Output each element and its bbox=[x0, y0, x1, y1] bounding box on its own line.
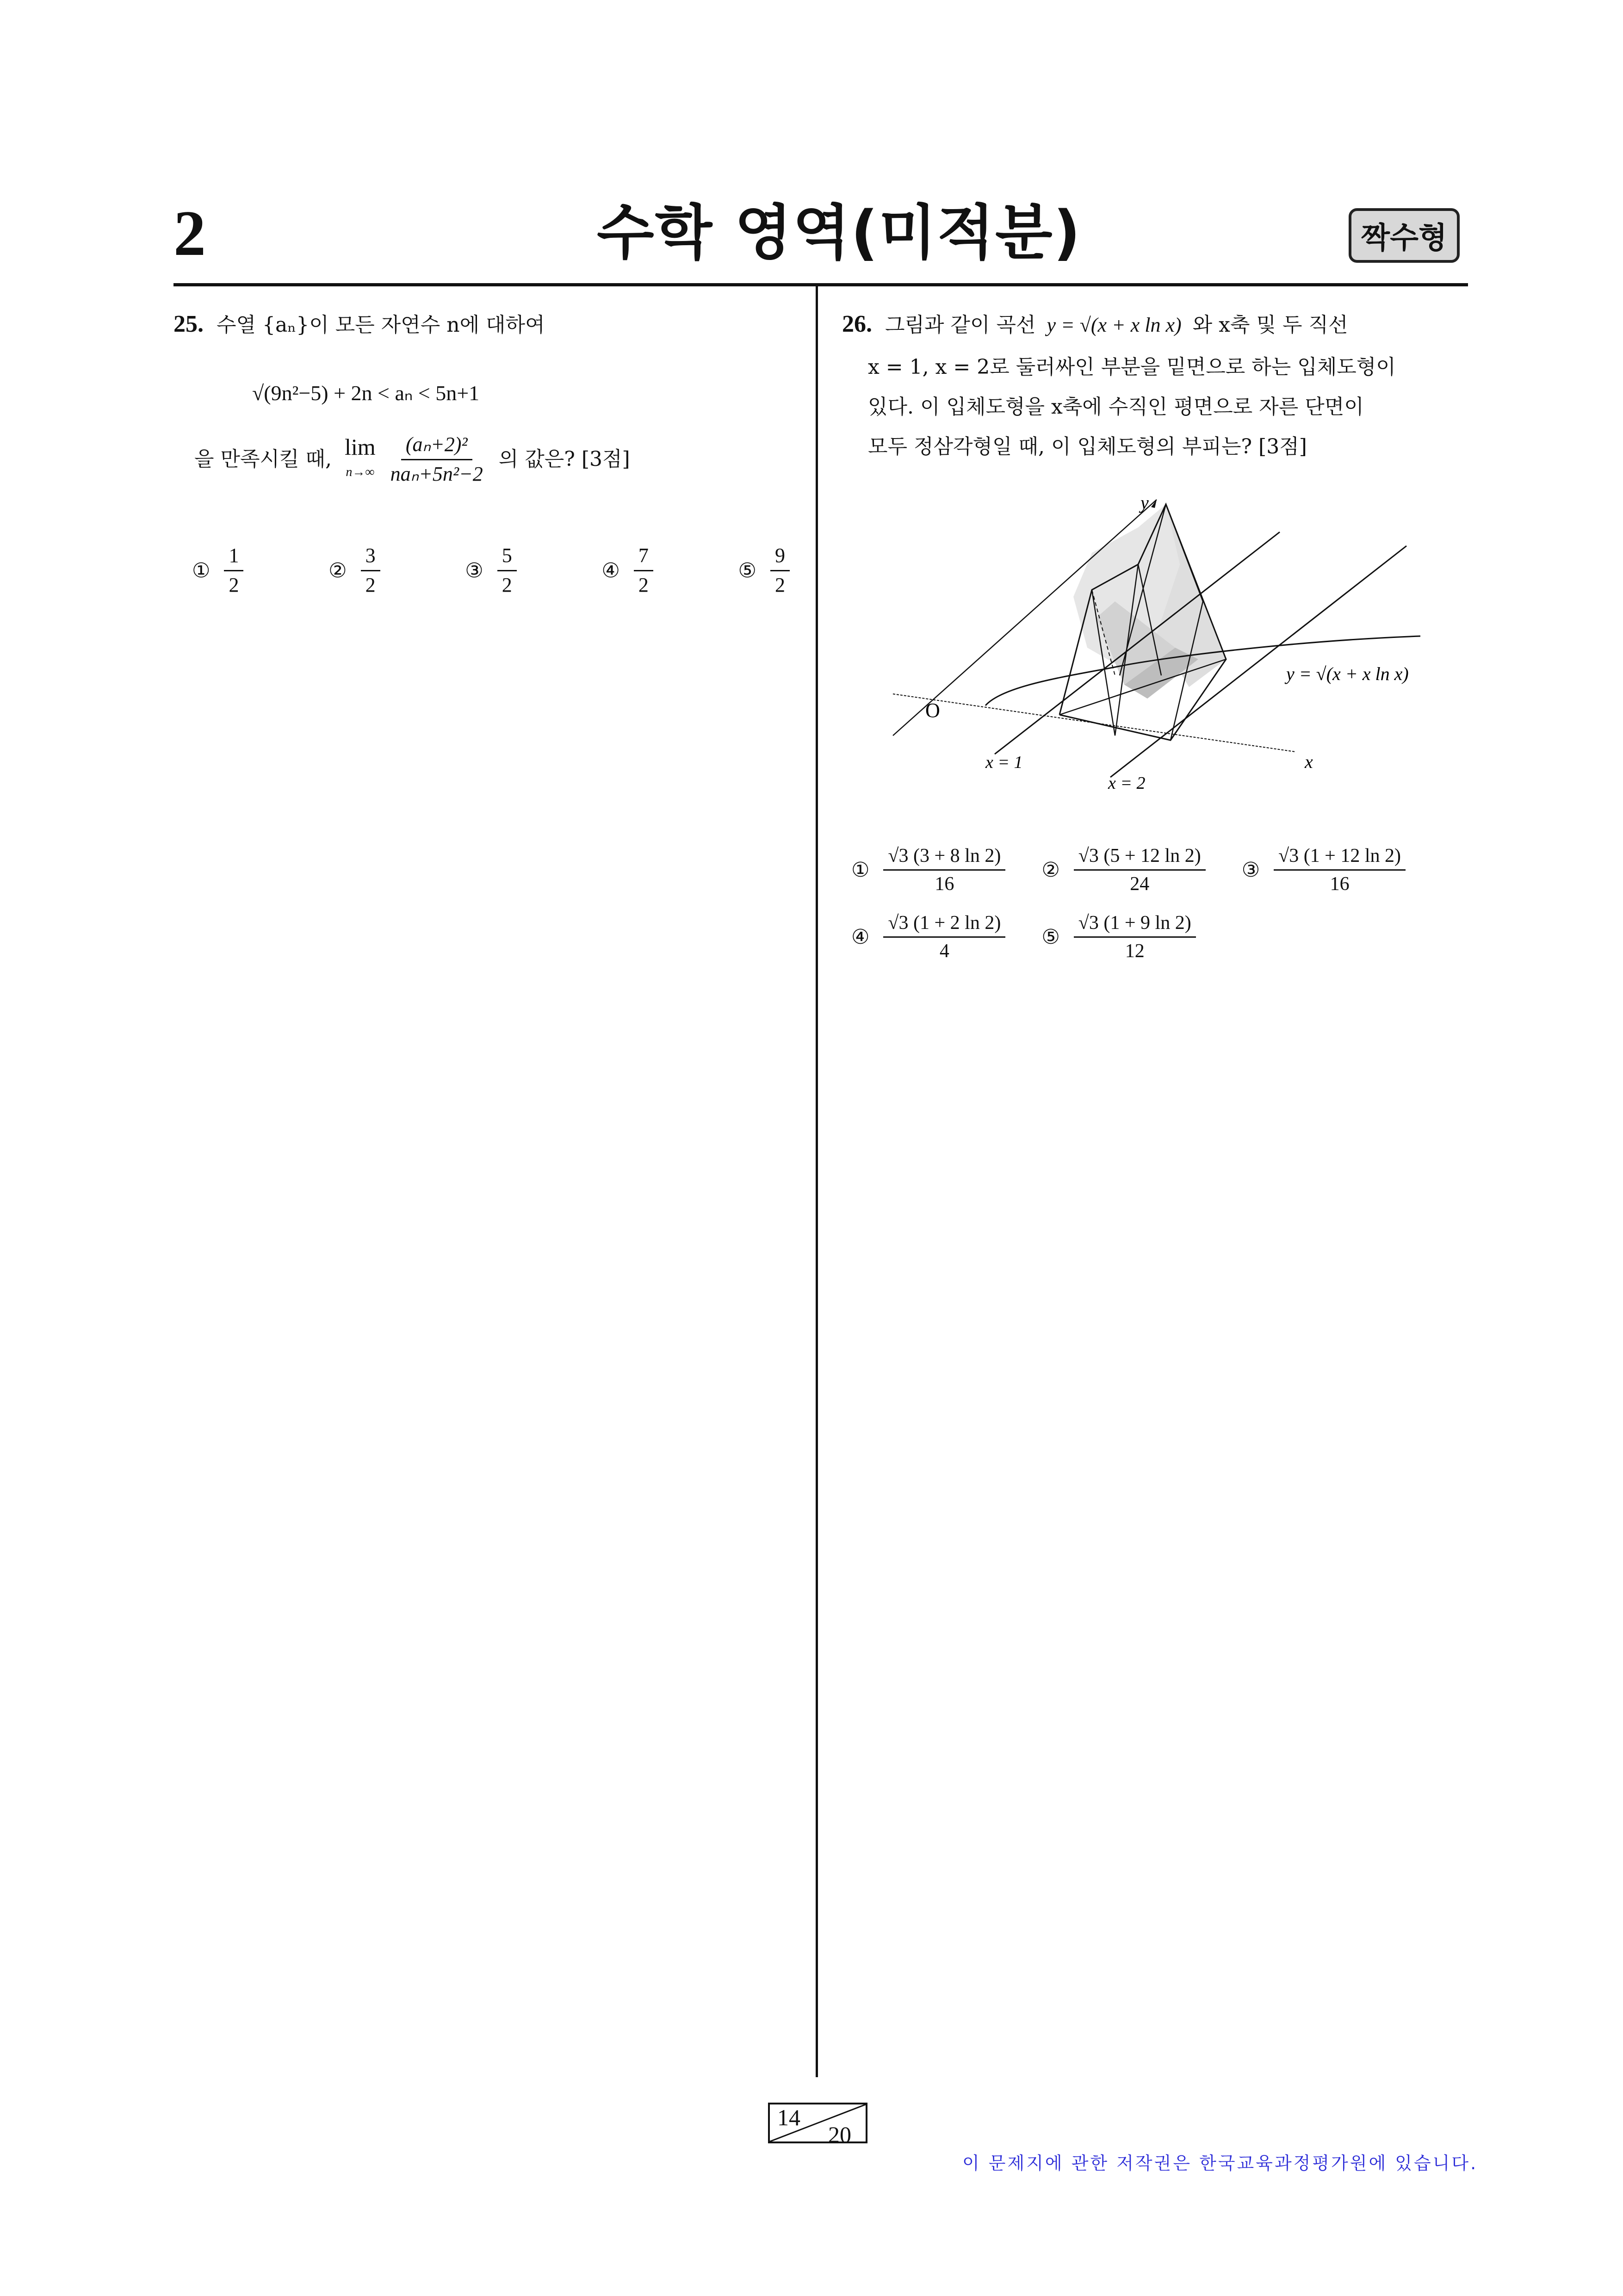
q26-choices-row-1 bbox=[851, 844, 1409, 896]
q26-choice-4[interactable] bbox=[851, 911, 1009, 963]
label-x1: x = 1 bbox=[985, 753, 1023, 772]
choice-num: 3 bbox=[361, 544, 380, 571]
choice-num: 9 bbox=[770, 544, 790, 571]
header-divider bbox=[173, 283, 1468, 286]
q25-limit bbox=[345, 434, 376, 485]
choice-mark: ④ bbox=[851, 925, 870, 949]
q26-choice-5[interactable] bbox=[1041, 911, 1199, 963]
q26-line-3: 있다. 이 입체도형을 x축에 수직인 평면으로 자른 단면이 bbox=[868, 395, 1364, 419]
q25-prompt-post: 의 값은? [3점] bbox=[498, 447, 630, 471]
q26-line-4: 모두 정삼각형일 때, 이 입체도형의 부피는? [3점] bbox=[868, 434, 1307, 458]
page-number: 2 bbox=[173, 198, 206, 269]
label-x2: x = 2 bbox=[1108, 774, 1146, 793]
q26-figure bbox=[879, 481, 1453, 805]
choice-num: 7 bbox=[634, 544, 653, 571]
q25-choice-4[interactable] bbox=[601, 544, 657, 598]
q25-choice-3[interactable] bbox=[465, 544, 520, 598]
q26-line1-post: 와 x축 및 두 직선 bbox=[1192, 313, 1348, 337]
choice-num: 5 bbox=[497, 544, 517, 571]
q25-prompt bbox=[194, 433, 630, 487]
choice-den: 4 bbox=[939, 941, 949, 962]
q25-limit-fraction bbox=[386, 433, 488, 487]
choice-num: √3 (3 + 8 ln 2) bbox=[883, 844, 1005, 871]
choice-den: 2 bbox=[365, 573, 376, 596]
choice-den: 12 bbox=[1125, 941, 1145, 962]
q25-intro: 수열 {aₙ}이 모든 자연수 n에 대하여 bbox=[217, 313, 545, 337]
q25-intro-line bbox=[173, 301, 793, 347]
column-divider bbox=[816, 283, 818, 2077]
choice-den: 2 bbox=[229, 573, 239, 596]
choice-mark: ② bbox=[328, 558, 347, 582]
label-origin: O bbox=[925, 699, 940, 722]
choice-mark: ① bbox=[192, 558, 211, 582]
choice-den: 16 bbox=[935, 873, 954, 895]
choice-den: 2 bbox=[502, 573, 512, 596]
label-curve: y = √(x + x ln x) bbox=[1286, 663, 1409, 684]
q25-prompt-pre: 을 만족시킬 때, bbox=[194, 447, 332, 471]
choice-num: √3 (5 + 12 ln 2) bbox=[1074, 844, 1206, 871]
page-total: 20 bbox=[828, 2122, 851, 2147]
q25-frac-num: (aₙ+2)² bbox=[401, 433, 472, 460]
choice-den: 24 bbox=[1130, 873, 1150, 895]
choice-mark: ⑤ bbox=[1041, 925, 1060, 949]
copyright-notice: 이 문제지에 관한 저작권은 한국교육과정평가원에 있습니다. bbox=[962, 2153, 1478, 2173]
q26-line-2: x = 1, x = 2로 둘러싸인 부분을 밑면으로 하는 입체도형이 bbox=[868, 355, 1396, 379]
page-current: 14 bbox=[777, 2104, 800, 2130]
label-x-axis: x bbox=[1305, 751, 1313, 772]
choice-num: 1 bbox=[224, 544, 243, 571]
choice-num: √3 (1 + 9 ln 2) bbox=[1074, 911, 1196, 938]
label-y-axis: y bbox=[1140, 492, 1149, 513]
choice-mark: ③ bbox=[1241, 858, 1260, 882]
choice-mark: ⑤ bbox=[738, 558, 756, 582]
q25-choice-2[interactable] bbox=[328, 544, 384, 598]
choice-mark: ④ bbox=[601, 558, 620, 582]
choice-mark: ② bbox=[1041, 858, 1060, 882]
choice-den: 2 bbox=[774, 573, 785, 596]
q26-choice-3[interactable] bbox=[1242, 844, 1409, 896]
choice-num: √3 (1 + 12 ln 2) bbox=[1274, 844, 1406, 871]
choice-mark: ③ bbox=[465, 558, 483, 582]
q25-choice-1[interactable] bbox=[192, 544, 247, 598]
question-25 bbox=[173, 301, 793, 347]
q26-choices-row-2 bbox=[851, 911, 1200, 963]
q25-lim-text: lim bbox=[344, 433, 376, 460]
choice-num: √3 (1 + 2 ln 2) bbox=[883, 911, 1005, 938]
q25-inequality-text: √(9n²−5) + 2n < aₙ < 5n+1 bbox=[252, 381, 480, 405]
q25-choice-5[interactable] bbox=[738, 544, 793, 598]
q26-line1-pre: 그림과 같이 곡선 bbox=[885, 313, 1036, 337]
q25-frac-den: naₙ+5n²−2 bbox=[390, 462, 483, 485]
q25-inequality bbox=[252, 372, 479, 414]
choice-mark: ① bbox=[851, 858, 870, 882]
exam-type-badge: 짝수형 bbox=[1349, 208, 1460, 263]
q26-choice-1[interactable] bbox=[851, 844, 1009, 896]
choice-den: 16 bbox=[1330, 873, 1350, 895]
q26-line-1 bbox=[842, 301, 1471, 347]
q26-curve-eq: y = √(x + x ln x) bbox=[1047, 314, 1182, 336]
choice-den: 2 bbox=[638, 573, 649, 596]
q25-choices bbox=[192, 544, 793, 598]
q25-lim-sub: n→∞ bbox=[346, 464, 375, 479]
page-title: 수학 영역(미적분) bbox=[597, 198, 1082, 267]
q25-number: 25. bbox=[173, 311, 204, 337]
q26-choice-2[interactable] bbox=[1041, 844, 1209, 896]
q26-number: 26. bbox=[842, 311, 872, 337]
question-26 bbox=[842, 301, 1471, 467]
